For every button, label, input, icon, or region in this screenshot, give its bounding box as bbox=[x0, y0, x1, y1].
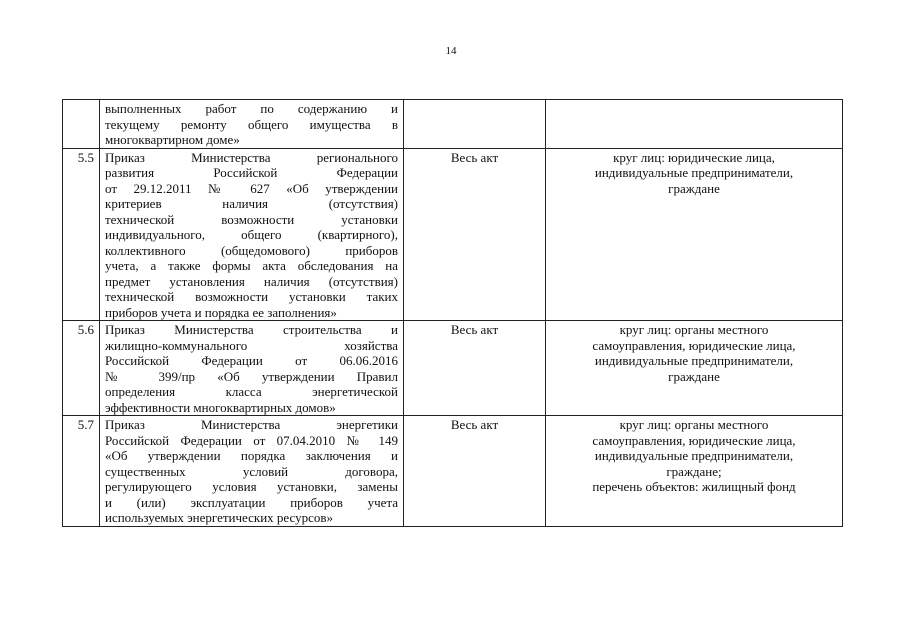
act-name-line: эффективности многоквартирных домов» bbox=[105, 399, 336, 415]
act-name-line: Российской Федерации от 06.06.2016 bbox=[105, 353, 398, 368]
act-name-line: определения класса энергетической bbox=[105, 384, 398, 399]
act-name-line: технической возможности установки таких bbox=[105, 289, 398, 304]
act-name-cell bbox=[100, 321, 404, 416]
row-number-cell bbox=[63, 100, 100, 149]
scope-cell: Весь акт bbox=[404, 148, 546, 321]
act-name-line: критериев наличия (отсутствия) bbox=[105, 196, 398, 211]
act-name-line: «Об утверждении порядка заключения и bbox=[105, 448, 398, 463]
act-name-line: приборов учета и порядка ее заполнения» bbox=[105, 304, 337, 320]
act-name-line: многоквартирном доме» bbox=[105, 132, 240, 147]
act-name-line: коллективного (общедомового) приборов bbox=[105, 242, 398, 258]
applicability-line: индивидуальные предприниматели, bbox=[594, 353, 794, 368]
scope-cell: Весь акт bbox=[404, 321, 546, 416]
act-name-line: жилищно-коммунального хозяйства bbox=[105, 337, 398, 353]
act-name-line: индивидуального, общего (квартирного), bbox=[105, 227, 398, 242]
act-name-line: предмет установления наличия (отсутствия) bbox=[105, 273, 398, 289]
act-name-line: регулирующего условия установки, замены bbox=[105, 479, 398, 494]
act-name-cell bbox=[100, 148, 404, 321]
applicability-line: круг лиц: органы местного bbox=[619, 417, 769, 432]
table-row bbox=[63, 321, 843, 416]
table-body bbox=[63, 100, 843, 527]
act-name-line: технической возможности установки bbox=[105, 211, 398, 227]
act-name-line: Российской Федерации от 07.04.2010 № 149 bbox=[105, 432, 398, 448]
table-row bbox=[63, 416, 843, 527]
applicability-line: круг лиц: юридические лица, bbox=[613, 149, 775, 165]
scope-cell: Весь акт bbox=[404, 416, 546, 527]
applicability-line: индивидуальные предприниматели, bbox=[594, 165, 794, 180]
act-name-line: учета, а также формы акта обследования на bbox=[105, 258, 398, 273]
row-number-cell: 5.7 bbox=[63, 416, 100, 527]
act-name-line: текущему ремонту общего имущества в bbox=[105, 116, 398, 132]
act-name-line: от 29.12.2011 № 627 «Об утверждении bbox=[105, 180, 398, 196]
applicability-line: граждане; bbox=[666, 463, 722, 479]
table-row bbox=[63, 100, 843, 149]
applicability-line: самоуправления, юридические лица, bbox=[592, 432, 796, 448]
applicability-line: граждане bbox=[668, 180, 720, 196]
act-name-line: Приказ Министерства энергетики bbox=[105, 417, 398, 432]
act-name-line: Приказ Министерства строительства и bbox=[105, 322, 398, 337]
act-name-cell bbox=[100, 100, 404, 149]
document-table bbox=[62, 99, 843, 527]
applicability-cell bbox=[546, 416, 843, 527]
applicability-line: индивидуальные предприниматели, bbox=[594, 448, 794, 463]
act-name-line: № 399/пр «Об утверждении Правил bbox=[105, 368, 398, 384]
act-name-line: используемых энергетических ресурсов» bbox=[105, 510, 334, 525]
applicability-cell bbox=[546, 100, 843, 149]
table-row bbox=[63, 148, 843, 321]
act-name-cell bbox=[100, 416, 404, 527]
applicability-line: перечень объектов: жилищный фонд bbox=[592, 479, 796, 494]
applicability-cell bbox=[546, 148, 843, 321]
applicability-line: самоуправления, юридические лица, bbox=[592, 337, 796, 353]
act-name-line: выполненных работ по содержанию и bbox=[105, 101, 398, 116]
page-number: 14 bbox=[445, 45, 457, 57]
act-name-line: существенных условий договора, bbox=[105, 463, 398, 479]
row-number-cell: 5.6 bbox=[63, 321, 100, 416]
act-name-line: развития Российской Федерации bbox=[105, 165, 398, 180]
act-name-line: и (или) эксплуатации приборов учета bbox=[105, 494, 398, 510]
act-name-line: Приказ Министерства регионального bbox=[105, 149, 398, 165]
row-number-cell: 5.5 bbox=[63, 148, 100, 321]
applicability-line: граждане bbox=[668, 368, 720, 384]
scope-cell bbox=[404, 100, 546, 149]
applicability-line: круг лиц: органы местного bbox=[619, 322, 769, 337]
applicability-cell bbox=[546, 321, 843, 416]
